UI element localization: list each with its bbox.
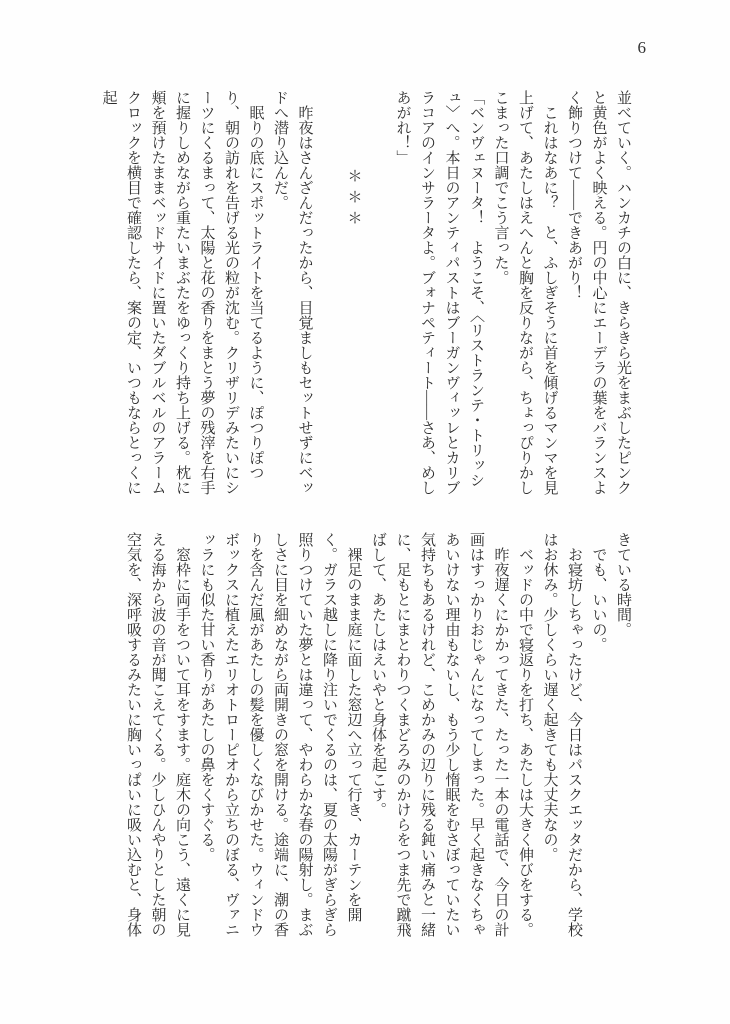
paragraph: 「ベンヴェヌータ！ ようこそ、〈リストランテ・トリッシュ〉へ。本日のアンティパストはブーガンヴィッレとカリブラコアのインサラータよ。ブォナペティート――さあ、めしあがれ！」	[394, 90, 484, 495]
paragraph: 裸足のまま庭に面した窓辺へ立って行き、カーテンを開く。ガラス越しに降り注いでくるのは、夏の太陽がぎらぎら照りつけていた夢とは違って、やわらかな春の陽射し。まぶしさに目を細めながら両開きの窓を開ける。途端に、潮の香りを含んだ風があたしの髪を優しくなびかせた。ウィンドウボックスに植えたエリオトローピオから立ちのぼる、ヴァニッラにも似た甘い香りがあたしの鼻をくすぐる。	[198, 532, 362, 937]
paragraph: でも、いいの。	[590, 547, 607, 652]
paragraph: 窓枠に両手をついて耳をすます。庭木の向こう、遠くに見える海から波の音が聞こえてくる。少しひんやりとした朝の空気を、深呼吸するみたいに胸いっぱいに吸い込むと、身体	[125, 532, 190, 937]
paragraph: ベッドの中で寝返りを打ち、あたしは大きく伸びをする。	[517, 547, 533, 937]
paragraph: 昨夜遅くにかかってきた、たった一本の電話で、今日の計画はすっかりおじゃんになってしまった。早く起きなくちゃあいけない理由もないし、もう少し惰眠をむさぼっていたい気持ちもあるけれど、こめかみの辺りに残る鈍い痛みと一緒に、足もとにまとわりつくまどろみのかけらをつま先で蹴飛ばして、あたしはえいやと身体を起こす。	[370, 532, 509, 937]
page-number: 6	[637, 38, 646, 57]
paragraph: 昨夜はさんざんだったから、目覚ましもセットせずにベッドへ潜り込んだ。	[272, 90, 313, 495]
paragraph: これはなあに？ と、ふしぎそうに首を傾げるマンマを見上げて、あたしはえへんと胸を反りながら、ちょっぴりかしこまった口調でこう言った。	[492, 90, 558, 495]
paragraph: きている時間。	[615, 532, 631, 637]
paragraph: 眠りの底にスポットライトを当てるように、ぽつりぽつり、朝の訪れを告げる光の粒が沈む。クリザリデみたいにシーツにくるまって、太陽と花の香りをまとう夢の残滓を右手に握りしめながら重たいまぶたをゆっくり持ち上げる。枕に頬を預けたままベッドサイドに置いたダブルベルのアラームクロックを横目で確認したら、案の定、いつもならとっくに起	[100, 90, 264, 495]
top-text-block	[96, 90, 635, 495]
section-separator: ＊＊＊	[345, 168, 362, 231]
bottom-text-block	[121, 532, 636, 937]
paragraph: お寝坊しちゃったけど、今日はパスクエッタだから、学校はお休み。少しくらい遅く起きても大丈夫なの。	[541, 532, 582, 937]
paragraph: 並べていく。ハンカチの白に、きらきら光をまぶしたピンクと黄色がよく映える。円の中心にエーデラの葉をバランスよく飾りつけて――できあがり！	[566, 90, 631, 495]
